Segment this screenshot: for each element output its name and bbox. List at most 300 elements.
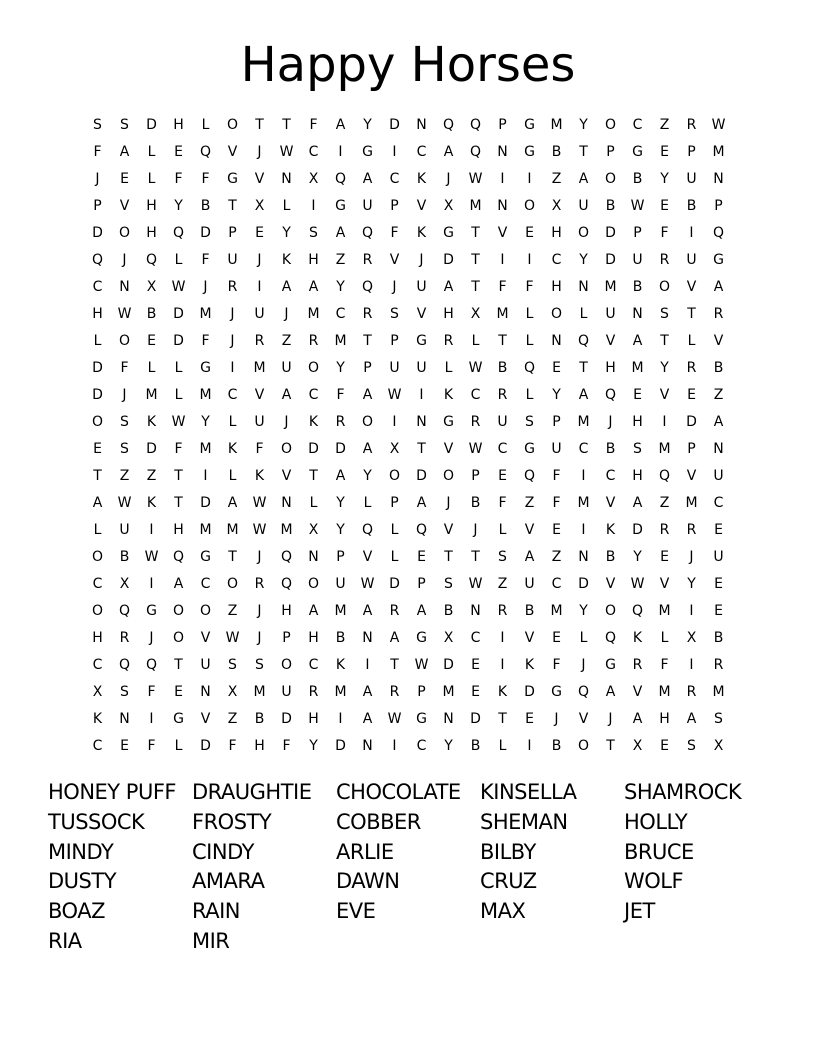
grid-letter: W [252,522,267,538]
grid-letter: E [525,711,534,727]
grid-letter: V [497,225,508,241]
grid-letter: H [632,414,643,430]
grid-letter: S [255,657,264,673]
grid-letter: T [471,252,480,268]
grid-letter: O [577,225,590,241]
grid-letter: T [228,549,237,565]
grid-letter: E [552,522,561,538]
grid-letter: P [633,225,642,241]
grid-letter: H [146,198,157,214]
grid-letter: B [497,360,508,376]
grid-letter: U [200,657,211,673]
grid-letter: U [713,468,724,484]
grid-letter: U [335,576,346,592]
grid-letter: E [120,171,129,187]
grid-letter: P [363,360,372,376]
grid-letter: D [605,225,616,241]
grid-letter: C [200,576,211,592]
grid-letter: I [527,738,532,754]
grid-letter: M [199,387,212,403]
grid-letter: R [335,414,346,430]
grid-letter: N [281,495,292,511]
grid-letter: L [660,630,669,646]
grid-letter: V [200,711,211,727]
grid-letter: E [471,684,480,700]
grid-letter: A [578,171,589,187]
grid-letter: K [92,711,103,727]
grid-letter: O [577,738,590,754]
grid-letter: C [308,657,319,673]
grid-letter: P [606,144,615,160]
grid-letter: D [605,252,616,268]
grid-letter: V [119,198,130,214]
grid-letter: M [253,684,266,700]
grid-letter: L [309,495,318,511]
grid-letter: E [147,333,156,349]
grid-letter: C [416,738,427,754]
grid-letter: M [550,603,563,619]
grid-letter: C [416,144,427,160]
grid-letter: C [92,738,103,754]
grid-letter: Q [145,657,158,673]
grid-letter: E [498,468,507,484]
grid-letter: V [443,522,454,538]
grid-letter: J [392,279,397,295]
grid-letter: V [389,252,400,268]
grid-letter: Q [199,144,212,160]
grid-letter: J [446,171,451,187]
grid-letter: H [173,522,184,538]
grid-letter: T [498,711,507,727]
grid-letter: J [581,657,586,673]
grid-letter: T [228,198,237,214]
word-list-item: RAIN [192,899,241,924]
grid-letter: J [122,252,127,268]
grid-letter: I [230,360,235,376]
grid-letter: T [363,333,372,349]
grid-letter: A [362,441,373,457]
grid-letter: S [660,306,669,322]
grid-letter: H [443,306,454,322]
grid-letter: B [605,198,616,214]
grid-letter: W [711,117,726,133]
grid-letter: A [713,279,724,295]
grid-letter: I [149,711,154,727]
grid-letter: M [334,603,347,619]
grid-letter: T [660,333,669,349]
grid-letter: O [388,468,401,484]
grid-letter: M [658,603,671,619]
grid-letter: Z [335,252,346,268]
grid-letter: L [147,171,156,187]
grid-letter: V [254,171,265,187]
grid-letter: S [687,738,696,754]
grid-letter: E [633,387,642,403]
grid-letter: B [632,279,643,295]
grid-letter: O [307,576,320,592]
grid-letter: Y [579,117,588,133]
grid-letter: Q [523,360,536,376]
grid-letter: T [282,117,291,133]
grid-letter: B [200,198,211,214]
word-list-item: SHEMAN [480,809,568,834]
grid-row [84,490,732,517]
grid-letter: Q [712,225,725,241]
grid-letter: F [309,117,318,133]
grid-letter: R [686,360,697,376]
grid-letter: Z [524,495,535,511]
grid-row [84,193,732,220]
grid-letter: O [280,441,293,457]
grid-letter: T [390,657,399,673]
grid-letter: X [713,738,724,754]
grid-letter: W [117,495,132,511]
grid-letter: A [281,387,292,403]
word-list-item: HONEY PUFF [48,780,176,804]
grid-letter: L [147,360,156,376]
grid-letter: Q [361,225,374,241]
grid-letter: N [443,711,454,727]
grid-letter: R [389,603,400,619]
word-list-item: EVE [336,899,376,924]
grid-row [84,733,732,760]
grid-letter: A [335,468,346,484]
grid-letter: U [281,360,292,376]
grid-letter: M [334,684,347,700]
grid-letter: A [119,144,130,160]
grid-letter: L [282,198,291,214]
grid-letter: J [473,522,478,538]
grid-letter: I [338,711,343,727]
grid-letter: Z [119,468,130,484]
grid-letter: U [632,252,643,268]
grid-letter: J [554,711,559,727]
grid-letter: L [444,360,453,376]
word-list-item: TUSSOCK [48,809,145,834]
grid-letter: A [632,711,643,727]
grid-letter: S [498,549,507,565]
grid-letter: D [389,117,400,133]
grid-letter: B [632,171,643,187]
grid-letter: V [227,144,238,160]
grid-letter: A [308,603,319,619]
grid-letter: H [146,225,157,241]
grid-row [84,652,732,679]
grid-letter: W [414,657,429,673]
grid-letter: J [95,171,100,187]
grid-letter: Q [91,252,104,268]
grid-letter: W [387,711,402,727]
grid-letter: Q [523,468,536,484]
grid-letter: Z [227,711,238,727]
grid-letter: S [120,684,129,700]
grid-letter: E [660,144,669,160]
grid-letter: B [713,360,724,376]
grid-letter: K [146,414,157,430]
grid-letter: Y [633,549,642,565]
grid-letter: R [308,684,319,700]
grid-letter: W [630,198,645,214]
grid-letter: Q [172,225,185,241]
word-list-item: ARLIE [336,839,394,864]
grid-letter: H [632,468,643,484]
grid-letter: Y [363,468,372,484]
grid-letter: A [416,603,427,619]
grid-letter: D [92,387,103,403]
word-list-item: MAX [480,899,526,924]
grid-letter: R [362,252,373,268]
grid-letter: G [551,684,562,700]
grid-letter: K [632,630,643,646]
grid-letter: T [606,738,615,754]
grid-letter: J [284,414,289,430]
grid-letter: M [253,360,266,376]
grid-letter: X [146,279,157,295]
grid-letter: R [686,684,697,700]
grid-letter: P [417,684,426,700]
grid-letter: W [387,387,402,403]
grid-letter: E [714,576,723,592]
grid-letter: U [416,279,427,295]
word-list-item: HOLLY [624,809,688,834]
grid-letter: D [578,576,589,592]
grid-letter: L [471,333,480,349]
grid-letter: Q [118,657,131,673]
grid-letter: E [174,684,183,700]
grid-letter: K [281,252,292,268]
grid-letter: K [308,414,319,430]
grid-letter: M [334,333,347,349]
grid-letter: Y [363,117,372,133]
grid-letter: Z [659,495,670,511]
grid-letter: I [338,144,343,160]
grid-letter: P [282,630,291,646]
grid-letter: E [660,549,669,565]
grid-letter: A [308,279,319,295]
grid-letter: W [468,171,483,187]
grid-letter: U [578,198,589,214]
grid-letter: F [390,225,399,241]
grid-letter: U [551,441,562,457]
grid-letter: X [92,684,103,700]
grid-letter: C [92,576,103,592]
grid-letter: B [119,549,130,565]
grid-letter: B [524,603,535,619]
grid-letter: J [284,306,289,322]
grid-letter: O [442,468,455,484]
grid-letter: A [281,279,292,295]
word-list-item: WOLF [624,869,684,894]
grid-letter: B [605,549,616,565]
grid-letter: N [551,333,562,349]
grid-letter: T [444,549,453,565]
grid-letter: F [498,279,507,295]
grid-letter: X [443,630,454,646]
grid-letter: C [92,657,103,673]
grid-letter: S [309,225,318,241]
grid-letter: G [227,171,238,187]
grid-letter: H [308,711,319,727]
grid-letter: Y [336,279,345,295]
grid-letter: M [577,495,590,511]
grid-letter: J [419,252,424,268]
grid-letter: Y [660,360,669,376]
word-list-item: CHOCOLATE [336,780,461,804]
grid-letter: E [714,603,723,619]
grid-letter: C [551,576,562,592]
grid-letter: T [471,549,480,565]
grid-letter: K [497,684,508,700]
grid-letter: R [308,333,319,349]
grid-letter: X [227,684,238,700]
grid-letter: J [608,414,613,430]
grid-letter: D [200,225,211,241]
grid-letter: A [362,171,373,187]
grid-letter: R [497,603,508,619]
grid-letter: F [147,738,156,754]
grid-letter: P [687,144,696,160]
grid-row [84,571,732,598]
grid-letter: H [605,360,616,376]
grid-letter: W [252,495,267,511]
grid-letter: K [146,495,157,511]
grid-letter: Y [579,252,588,268]
grid-letter: V [200,630,211,646]
grid-letter: N [362,738,373,754]
grid-letter: H [551,279,562,295]
grid-letter: L [687,333,696,349]
grid-letter: Q [172,549,185,565]
word-list-item: COBBER [336,809,421,834]
grid-letter: X [389,441,400,457]
grid-letter: L [93,333,102,349]
grid-letter: X [308,171,319,187]
grid-letter: F [201,333,210,349]
grid-letter: T [498,333,507,349]
grid-letter: G [524,117,535,133]
grid-letter: O [604,171,617,187]
grid-letter: B [335,630,346,646]
grid-letter: L [201,117,210,133]
grid-letter: N [578,549,589,565]
grid-letter: I [419,387,424,403]
grid-letter: D [389,576,400,592]
grid-letter: N [119,711,130,727]
grid-row [84,112,732,139]
grid-letter: P [687,441,696,457]
grid-letter: V [713,333,724,349]
grid-letter: S [714,711,723,727]
grid-letter: P [471,468,480,484]
grid-letter: G [524,144,535,160]
grid-letter: A [632,495,643,511]
grid-letter: S [120,414,129,430]
grid-letter: D [200,495,211,511]
grid-letter: Q [361,522,374,538]
grid-letter: B [713,630,724,646]
grid-letter: G [443,414,454,430]
grid-letter: Q [280,576,293,592]
grid-letter: G [632,144,643,160]
grid-letter: G [605,657,616,673]
grid-letter: Z [551,171,562,187]
grid-letter: F [552,495,561,511]
grid-letter: Q [658,468,671,484]
grid-letter: M [658,684,671,700]
grid-letter: O [604,117,617,133]
grid-letter: I [689,657,694,673]
grid-letter: P [336,549,345,565]
grid-letter: K [416,171,427,187]
grid-letter: M [145,387,158,403]
grid-row [84,436,732,463]
grid-letter: O [658,279,671,295]
grid-letter: O [307,360,320,376]
grid-letter: D [524,684,535,700]
grid-letter: I [311,198,316,214]
grid-letter: T [309,468,318,484]
grid-letter: B [605,441,616,457]
grid-letter: H [92,630,103,646]
grid-letter: S [228,657,237,673]
grid-letter: G [335,198,346,214]
grid-letter: L [525,387,534,403]
grid-letter: X [632,738,643,754]
grid-letter: P [93,198,102,214]
grid-letter: D [92,360,103,376]
grid-letter: R [362,306,373,322]
grid-letter: A [389,630,400,646]
grid-letter: N [362,630,373,646]
grid-letter: Q [469,144,482,160]
grid-letter: A [173,576,184,592]
grid-letter: U [254,414,265,430]
grid-letter: O [118,225,131,241]
grid-letter: U [416,360,427,376]
grid-row [84,409,732,436]
grid-row [84,328,732,355]
word-list-item: AMARA [192,869,265,894]
grid-letter: L [498,738,507,754]
grid-letter: D [92,225,103,241]
grid-letter: L [525,333,534,349]
grid-letter: X [308,522,319,538]
grid-letter: G [416,711,427,727]
grid-letter: J [122,387,127,403]
grid-letter: L [390,522,399,538]
word-list-item: SHAMROCK [624,780,742,804]
grid-letter: A [416,495,427,511]
grid-letter: A [524,549,535,565]
grid-letter: A [335,117,346,133]
grid-letter: S [444,576,453,592]
grid-letter: F [660,657,669,673]
grid-letter: F [282,738,291,754]
grid-letter: J [257,603,262,619]
grid-letter: A [335,225,346,241]
grid-letter: Q [334,171,347,187]
grid-letter: G [200,549,211,565]
grid-letter: I [527,252,532,268]
grid-letter: B [146,306,157,322]
grid-letter: K [416,225,427,241]
grid-letter: G [416,333,427,349]
grid-row [84,517,732,544]
grid-letter: T [471,279,480,295]
grid-letter: F [525,279,534,295]
grid-letter: O [172,603,185,619]
grid-letter: Q [469,117,482,133]
